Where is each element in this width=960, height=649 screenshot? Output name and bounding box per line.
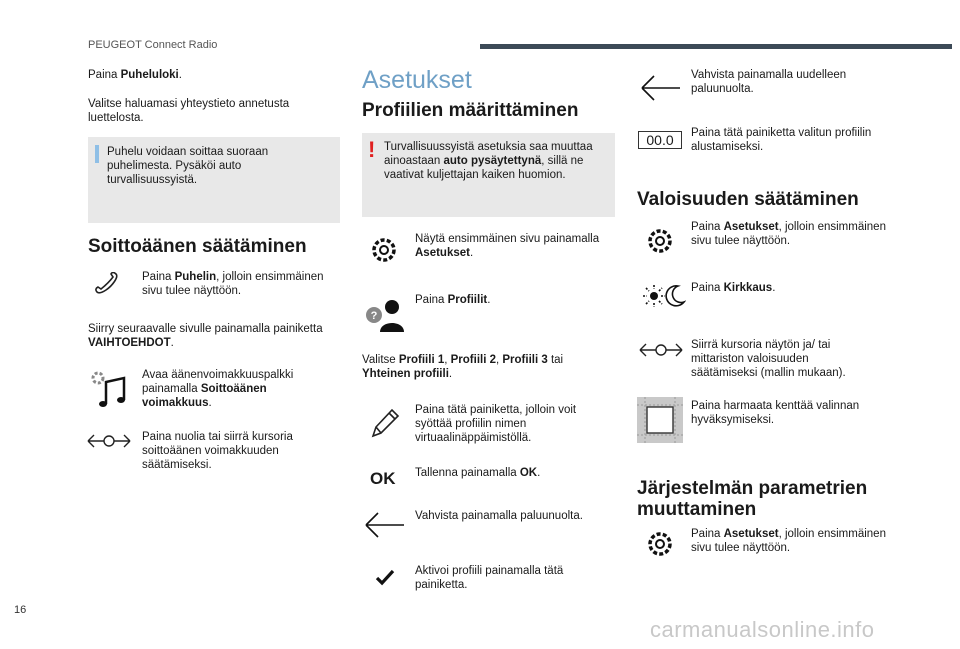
paragraph-select-contact: Valitse haluamasi yhteystieto annetusta luettelosta. [88, 98, 290, 124]
step-adjust-volume: Paina nuolia tai siirrä kursoria soittoäänen voimakkuuden säätämiseksi. [142, 431, 293, 471]
checkmark-icon [375, 568, 395, 586]
step-accept-grey-field: Paina harmaata kenttää valinnan hyväksymiseksi. [691, 400, 860, 426]
step-profiles: Paina Profiilit. [415, 294, 491, 306]
step-activate: Aktivoi profiili painamalla tätä painiketta. [415, 565, 564, 591]
info-box [88, 137, 340, 223]
warning-box [362, 133, 615, 217]
step-phone: Paina Puhelin, jolloin ensimmäinen sivu tulee näyttöön. [142, 271, 324, 297]
settings-gear-icon [645, 226, 675, 256]
step-brightness-settings: Paina Asetukset, jolloin ensimmäinen sivu tulee näyttöön. [691, 221, 886, 247]
step-system-settings: Paina Asetukset, jolloin ensimmäinen sivu tulee näyttöön. [691, 528, 886, 554]
step-brightness: Paina Kirkkaus. [691, 282, 776, 294]
section-title-brightness: Valoisuuden säätäminen [637, 189, 859, 210]
pencil-icon [368, 406, 400, 440]
settings-gear-icon [645, 529, 675, 559]
warning-icon: ! [368, 137, 376, 162]
chapter-title: Asetukset [362, 66, 472, 94]
step-open-settings: Näytä ensimmäinen sivu painamalla Asetukset. [415, 233, 600, 259]
step-confirm-back: Vahvista painamalla paluunuolta. [415, 510, 583, 522]
running-header: PEUGEOT Connect Radio [88, 39, 218, 51]
slider-arrows-icon [638, 339, 684, 361]
warning-text: Turvallisuussyistä asetuksia saa muuttaa ainoastaan auto pysäytettynä, sillä ne vaativat kuljettajan kaiken huomion. [384, 141, 593, 181]
page-number: 16 [14, 604, 27, 616]
brightness-icon [642, 283, 686, 309]
info-box-text: Puhelu voidaan soittaa suoraan puhelimesta. Pysäköi auto turvallisuussyistä. [107, 146, 269, 186]
step-ringtone-volume: Avaa äänenvoimakkuuspalkki painamalla Soittoäänen voimakkuus. [142, 369, 294, 409]
paragraph-options: Siirry seuraavalle sivulle painamalla painiketta VAIHTOEHDOT. [88, 323, 323, 349]
profile-icon [365, 298, 407, 334]
slider-arrows-icon [86, 430, 132, 452]
step-adjust-brightness: Siirrä kursoria näytön ja/ tai mittariston valoisuuden säätämiseksi (mallin mukaan). [691, 339, 846, 379]
step-reset-profile: Paina tätä painiketta valitun profiilin alustamiseksi. [691, 127, 872, 153]
phone-icon [92, 272, 120, 296]
step-save: Tallenna painamalla OK. [415, 467, 541, 479]
section-title-profiles: Profiilien määrittäminen [362, 100, 579, 121]
section-title-system-parameters: Järjestelmän parametrien muuttaminen [637, 478, 868, 520]
ok-icon: OK [370, 469, 396, 488]
ringtone-volume-icon [90, 370, 130, 410]
info-marker-icon [95, 145, 99, 163]
paragraph-call-log: Paina Puheluloki. [88, 69, 182, 81]
step-enter-name: Paina tätä painiketta, jolloin voit syöttää profiilin nimen virtuaalinäppäimistöllä. [415, 404, 577, 444]
watermark: carmanualsonline.info [650, 617, 875, 642]
svg-text:?: ? [370, 310, 378, 322]
settings-gear-icon [369, 235, 399, 265]
paragraph-select-profile: Valitse Profiili 1, Profiili 2, Profiili 3 tai Yhteinen profiili. [362, 354, 564, 380]
header-bar [480, 44, 952, 49]
back-arrow-icon [640, 73, 682, 103]
reset-icon: 00.0 [638, 131, 682, 149]
back-arrow-icon [364, 510, 406, 540]
step-confirm-back-again: Vahvista painamalla uudelleen paluunuolta. [691, 69, 847, 95]
section-title-ringtone: Soittoäänen säätäminen [88, 236, 307, 257]
grey-field-icon [637, 397, 683, 443]
